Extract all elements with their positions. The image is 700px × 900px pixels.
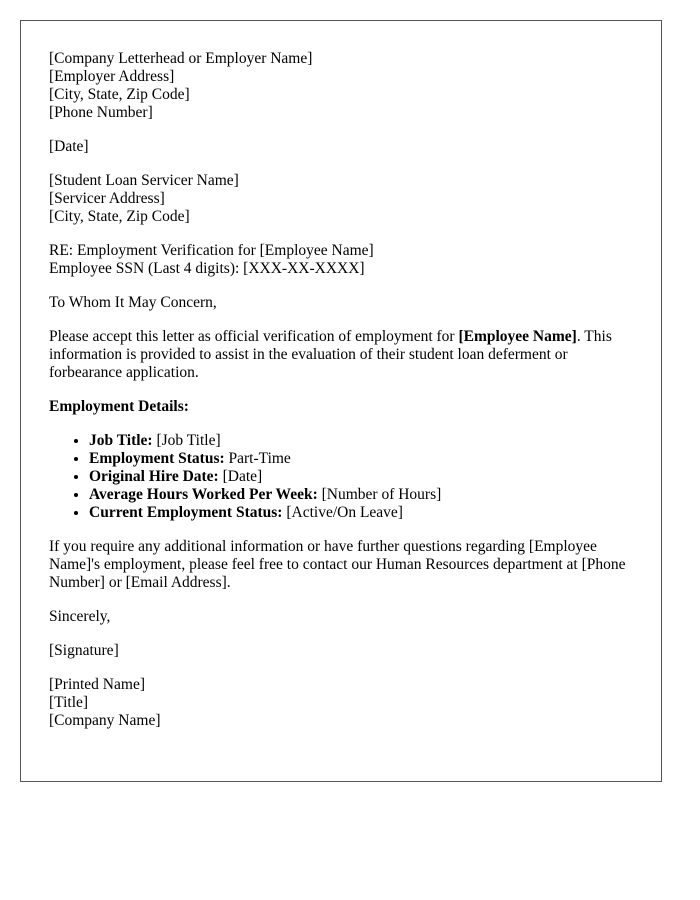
details-item-employment-status	[89, 450, 633, 468]
date-block	[49, 138, 633, 156]
details-label: Original Hire Date:	[89, 468, 219, 485]
recipient-address: [Servicer Address]	[49, 190, 165, 207]
sender-city-state-zip: [City, State, Zip Code]	[49, 86, 190, 103]
details-list	[49, 432, 633, 522]
salutation: To Whom It May Concern,	[49, 294, 217, 311]
sign-off: Sincerely,	[49, 608, 111, 625]
recipient-city-state-zip: [City, State, Zip Code]	[49, 208, 190, 225]
signer-title: [Title]	[49, 694, 89, 711]
details-label: Current Employment Status:	[89, 504, 283, 521]
subject-ssn-line: Employee SSN (Last 4 digits): [XXX-XX-XXXX]	[49, 260, 365, 277]
details-label: Job Title:	[89, 432, 153, 449]
details-value: [Job Title]	[152, 432, 221, 449]
signer-block	[49, 676, 633, 730]
signer-printed-name: [Printed Name]	[49, 676, 145, 693]
details-heading-text: Employment Details:	[49, 398, 189, 415]
details-item-hours-per-week	[89, 486, 633, 504]
intro-text-before: Please accept this letter as official verification of employment for	[49, 328, 459, 345]
closing-paragraph: If you require any additional information or have further questions regarding [Employee Name]'s employment, please feel free to contact our Human Resources department at [Phone Number] or [Email Address].	[49, 538, 626, 591]
details-value: [Active/On Leave]	[282, 504, 403, 521]
sender-name: [Company Letterhead or Employer Name]	[49, 50, 313, 67]
sender-phone: [Phone Number]	[49, 104, 153, 121]
recipient-name: [Student Loan Servicer Name]	[49, 172, 239, 189]
intro-paragraph	[49, 328, 633, 382]
details-label: Employment Status:	[89, 450, 225, 467]
details-value: [Date]	[218, 468, 263, 485]
details-value: [Number of Hours]	[317, 486, 442, 503]
sender-address: [Employer Address]	[49, 68, 175, 85]
details-item-job-title	[89, 432, 633, 450]
letter-page	[20, 20, 662, 782]
intro-employee-name: [Employee Name]	[458, 328, 577, 345]
recipient-block	[49, 172, 633, 226]
letter-date: [Date]	[49, 138, 89, 155]
details-item-current-status	[89, 504, 633, 522]
intro-text-after: . This information is provided to assist in the evaluation of their student loan deferment or forbearance application.	[49, 328, 612, 381]
details-value: Part-Time	[224, 450, 291, 467]
subject-re-line: RE: Employment Verification for [Employee Name]	[49, 242, 374, 259]
signature: [Signature]	[49, 642, 119, 659]
details-label: Average Hours Worked Per Week:	[89, 486, 318, 503]
details-item-hire-date	[89, 468, 633, 486]
subject-block	[49, 242, 633, 278]
signer-company: [Company Name]	[49, 712, 161, 729]
sender-block	[49, 50, 633, 122]
details-heading	[49, 398, 633, 416]
